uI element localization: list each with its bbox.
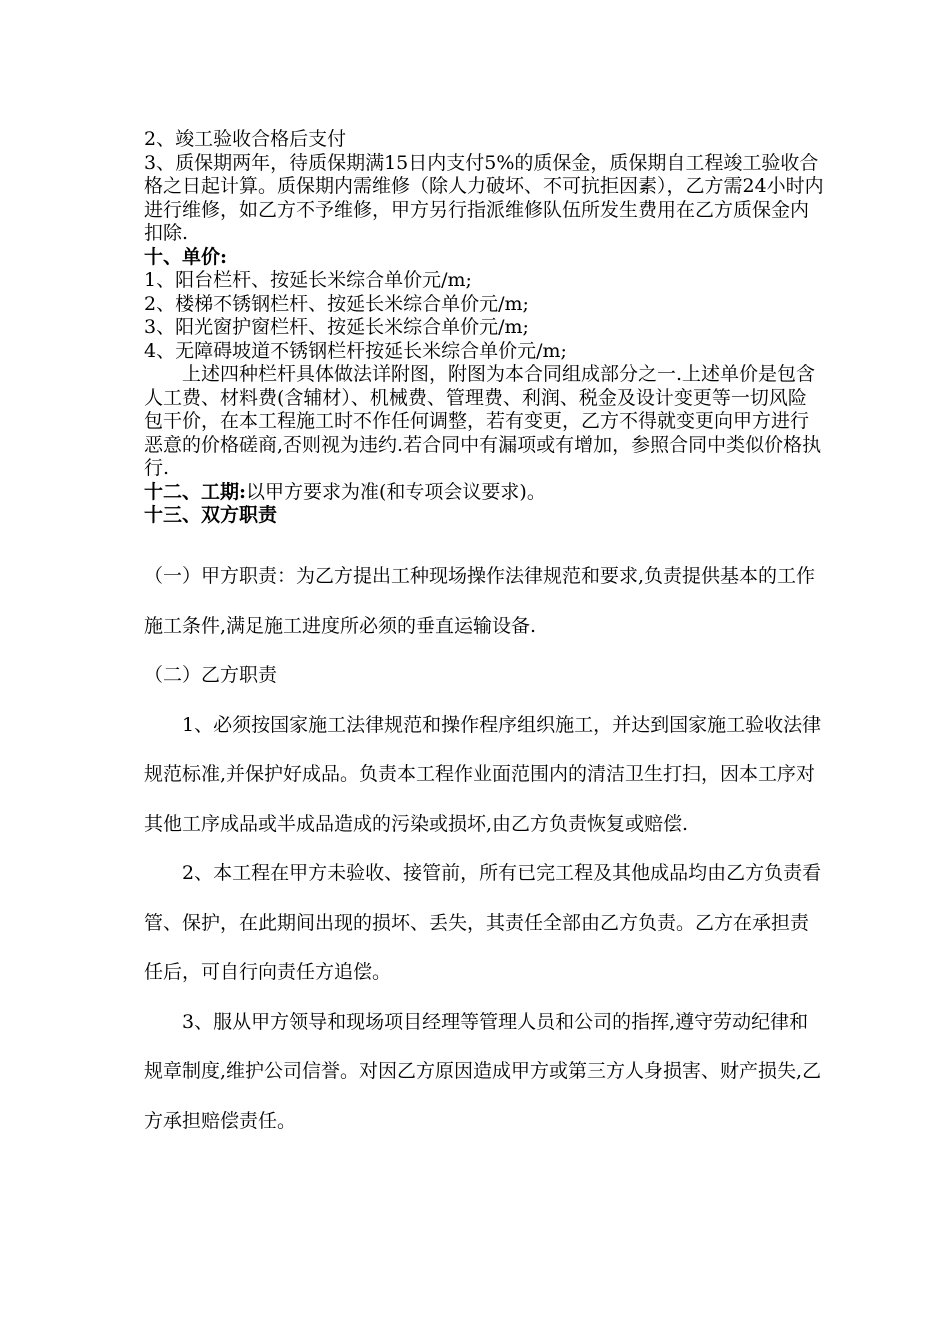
party-b-duty-item: 1、必须按国家施工法律规范和操作程序组织施工，并达到国家施工验收法律规范标准,并保护好成品。负责本工程作业面范围内的清洁卫生打扫，因本工序对其他工序成品或半成品造成的污染或损坏,由乙方负责恢复或赔偿.	[144, 713, 822, 835]
unit-price-heading: 十、单价:	[144, 245, 228, 268]
party-a-duties: （一）甲方职责：为乙方提出工种现场操作法律规范和要求,负责提供基本的工作施工条件,满足施工进度所必须的垂直运输设备.	[144, 565, 816, 637]
party-b-duties-heading: （二）乙方职责	[144, 664, 278, 686]
construction-period-label: 十二、工期:	[144, 480, 247, 503]
contract-upper-section	[144, 128, 824, 528]
construction-period-text: 以甲方要求为准(和专项会议要求)。	[246, 480, 546, 503]
unit-price-item: 2、楼梯不锈钢栏杆、按延长米综合单价元/m;	[144, 292, 529, 315]
unit-price-item: 4、无障碍坡道不锈钢栏杆按延长米综合单价元/m;	[144, 339, 567, 362]
unit-price-item: 1、阳台栏杆、按延长米综合单价元/m;	[144, 269, 472, 291]
payment-clause-2: 2、竣工验收合格后支付	[144, 128, 347, 150]
construction-period	[144, 481, 824, 505]
contract-duties-section	[144, 552, 824, 1146]
party-b-duty-item: 3、服从甲方领导和现场项目经理等管理人员和公司的指挥,遵守劳动纪律和规章制度,维护公司信誉。对因乙方原因造成甲方或第三方人身损害、财产损失,乙方承担赔偿责任。	[144, 1010, 822, 1132]
party-b-duty-item: 2、本工程在甲方未验收、接管前，所有已完工程及其他成品均由乙方负责看管、保护，在此期间出现的损坏、丢失，其责任全部由乙方负责。乙方在承担责任后，可自行向责任方追偿。	[144, 862, 822, 983]
payment-clause-3: 3、质保期两年，待质保期满15日内支付5%的质保金，质保期自工程竣工验收合格之日起计算。质保期内需维修（除人力破坏、不可抗拒因素），乙方需24小时内进行维修，如乙方不予维修，甲方另行指派维修队伍所发生费用在乙方质保金内扣除.	[144, 151, 824, 244]
unit-price-note: 上述四种栏杆具体做法详附图，附图为本合同组成部分之一.上述单价是包含人工费、材料费(含辅材）、机械费、管理费、利润、税金及设计变更等一切风险包干价，在本工程施工时不作任何调整，若有变更，乙方不得就变更向甲方进行恶意的价格磋商,否则视为违约.若合同中有漏项或有增加，参照合同中类似价格执行.	[144, 363, 822, 479]
unit-price-item: 3、阳光窗护窗栏杆、按延长米综合单价元/m;	[144, 316, 529, 338]
duties-heading: 十三、双方职责	[144, 504, 278, 526]
